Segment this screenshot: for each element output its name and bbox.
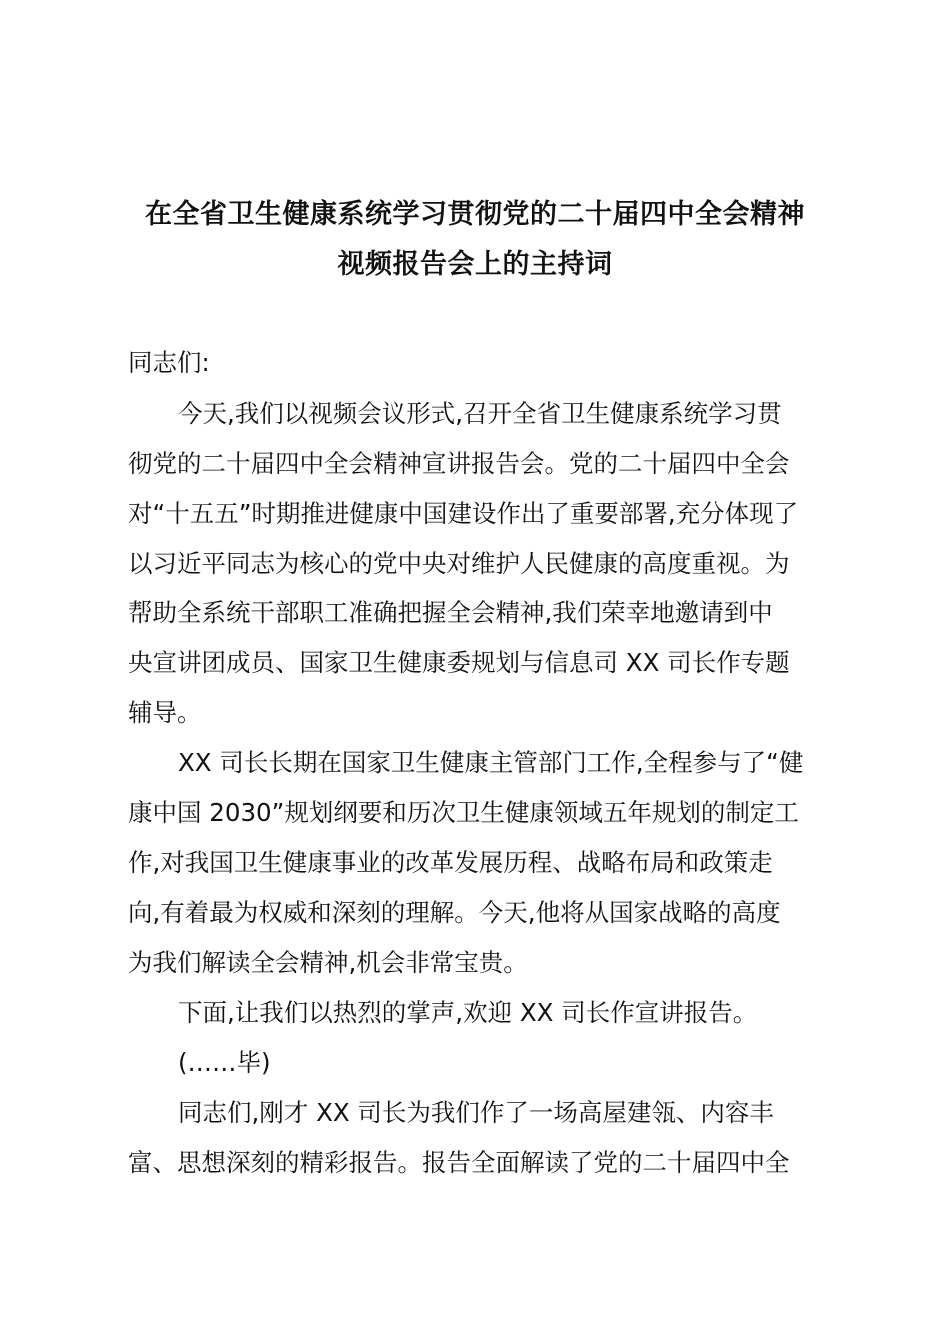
document-title-line-2: 视频报告会上的主持词 [337,249,613,280]
paragraph-2-line-2: 康中国 2030”规划纲要和历次卫生健康领域五年规划的制定工 [128,798,799,827]
paragraph-3-line-1: 下面,让我们以热烈的掌声,欢迎 XX 司长作宣讲报告。 [178,998,758,1027]
paragraph-1-line-5: 帮助全系统干部职工准确把握全会精神,我们荣幸地邀请到中 [128,598,773,627]
paragraph-1-line-4: 以习近平同志为核心的党中央对维护人民健康的高度重视。为 [128,549,790,578]
paragraph-1-line-6: 央宣讲团成员、国家卫生健康委规划与信息司 XX 司长作专题 [128,648,790,677]
paragraph-1-line-3: 对“十五五”时期推进健康中国建设作出了重要部署,充分体现了 [128,499,799,528]
paragraph-1-line-1: 今天,我们以视频会议形式,召开全省卫生健康系统学习贯 [178,399,782,428]
paragraph-2-line-1: XX 司长长期在国家卫生健康主管部门工作,全程参与了“健 [178,748,804,777]
paragraph-2-line-5: 为我们解读全会精神,机会非常宝贵。 [128,948,528,977]
document-title-line-1: 在全省卫生健康系统学习贯彻党的二十届四中全会精神 [145,199,805,230]
paragraph-5-line-2: 富、思想深刻的精彩报告。报告全面解读了党的二十届四中全 [128,1148,790,1177]
paragraph-4-line-1: (……毕) [178,1048,271,1077]
paragraph-1-line-7: 辅导。 [128,698,202,727]
paragraph-2-line-4: 向,有着最为权威和深刻的理解。今天,他将从国家战略的高度 [128,898,781,927]
salutation: 同志们: [128,348,210,377]
paragraph-5-line-1: 同志们,刚才 XX 司长为我们作了一场高屋建瓴、内容丰 [178,1098,774,1127]
paragraph-2-line-3: 作,对我国卫生健康事业的改革发展历程、战略布局和政策走 [128,848,773,877]
paragraph-1-line-2: 彻党的二十届四中全会精神宣讲报告会。党的二十届四中全会 [128,449,790,478]
